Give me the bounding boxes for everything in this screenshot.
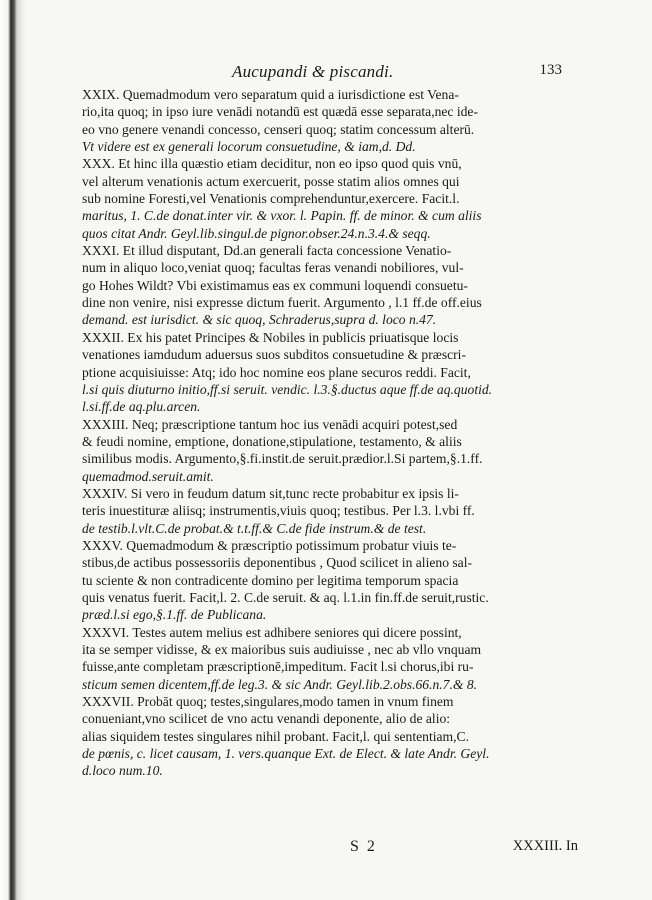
page-footer <box>82 838 578 858</box>
text-line: Vt videre est ex generali locorum consuetudine, & iam,d. Dd. <box>82 139 416 155</box>
text-line: XXXVI. Testes autem melius est adhibere seniores qui dicere possint, <box>82 624 462 640</box>
text-line: sub nomine Foresti,vel Venationis comprehenduntur,exercere. Facit.l. <box>82 191 460 207</box>
text-line: quos citat Andr. Geyl.lib.singul.de pignor.obser.24.n.3.4.& seqq. <box>82 225 431 241</box>
text-line: de testib.l.vlt.C.de probat.& t.t.ff.& C.de fide instrum.& de test. <box>82 520 427 536</box>
page-header <box>232 62 562 84</box>
text-line: demand. est iurisdict. & sic quoq, Schraderus,supra d. loco n.47. <box>82 312 437 328</box>
text-line: ita se semper vidisse, & ex maioribus suis audiuisse , nec ab vllo vnquam <box>82 642 482 657</box>
text-line: d.loco num.10. <box>82 763 163 779</box>
text-line: l.si quis diuturno initio,ff.si seruit. vendic. l.3.§.ductus aque ff.de aq.quotid. <box>82 381 493 397</box>
text-line: XXXIII. Neq; præscriptione tantum hoc ius venādi acquiri potest,sed <box>82 416 458 432</box>
text-line: XXXII. Ex his patet Principes & Nobiles in publicis priuatisque locis <box>82 329 459 345</box>
running-title: Aucupandi & piscandi. <box>232 62 394 81</box>
text-line: similibus modis. Argumento,§.fi.instit.de seruit.prædior.l.Si partem,§.1.ff. <box>82 451 483 467</box>
text-line: XXIX. Quemadmodum vero separatum quid a iurisdictione est Vena- <box>82 87 459 102</box>
text-line: alias siquidem testes singulares nihil probant. Facit,l. qui sententiam,C. <box>82 728 469 744</box>
text-line: fuisse,ante completam præscriptionē,impeditum. Facit l.si chorus,ibi ru- <box>82 659 474 675</box>
text-line: rio,ita quoq; in ipso iure venādi notandū est quædā esse separata,nec ide- <box>82 104 478 120</box>
text-line: sticum semen dicentem,ff.de leg.3. & sic Andr. Geyl.lib.2.obs.66.n.7.& 8. <box>82 676 478 692</box>
text-line: conueniant,vno scilicet de vno actu venandi deponente, alio de alio: <box>82 711 451 727</box>
text-line: l.si.ff.de aq.plu.arcen. <box>82 399 201 415</box>
text-line: XXXI. Et illud disputant, Dd.an generali facta concessione Venatio- <box>82 243 452 259</box>
text-line: quemadmod.seruit.amit. <box>82 468 214 484</box>
text-line: venationes iamdudum aduersus suos subditos consuetudine & præscri- <box>82 347 466 363</box>
signature-mark: S 2 <box>350 838 377 855</box>
catchword: XXXIII. In <box>512 838 578 854</box>
text-line: de pœnis, c. licet causam, 1. vers.quanque Ext. de Elect. & late Andr. Geyl. <box>82 746 490 762</box>
text-line: XXXIV. Si vero in feudum datum sit,tunc recte probabitur ex ipsis li- <box>82 485 459 501</box>
text-line: go Hohes Wildt? Vbi existimamus eas ex communi loquendi consuetu- <box>82 277 468 293</box>
text-line: vel alterum venationis actum exercuerit, posse statim alios omnes qui <box>82 173 460 189</box>
text-line: teris inuestituræ aliisq; instrumentis,viuis quoq; testibus. Per l.3. l.vbi ff. <box>82 503 475 519</box>
text-line: maritus, 1. C.de donat.inter vir. & vxor. l. Papin. ff. de minor. & cum aliis <box>82 208 482 224</box>
text-line: XXX. Et hinc illa quæstio etiam deciditur, non eo ipso quod quis vnū, <box>82 156 462 172</box>
text-line: quis venatus fuerit. Facit,l. 2. C.de seruit. & aq. l.1.in fin.ff.de seruit,rustic. <box>82 589 489 605</box>
text-line: præd.l.si ego,§.1.ff. de Publicana. <box>82 607 267 623</box>
text-line: dine non venire, nisi expresse dictum fuerit. Argumento , l.1 ff.de off.eius <box>82 295 482 311</box>
text-line: ptione acquisiuisse: Atq; ido hoc nomine eos plane securos reddi. Facit, <box>82 364 471 380</box>
text-line: num in aliquo loco,veniat quoq; facultas feras venandi nobiliores, vul- <box>82 260 464 276</box>
text-line: eo vno genere venandi concesso, censeri quoq; statim concessum alterū. <box>82 121 475 137</box>
page-number: 133 <box>539 62 562 78</box>
text-line: tu sciente & non contradicente domino per legitima temporum spacia <box>82 572 459 588</box>
text-line: XXXVII. Probāt quoq; testes,singulares,modo tamen in vnum finem <box>82 694 454 710</box>
body-text <box>82 86 578 780</box>
binding-gutter <box>0 0 26 900</box>
text-line: & feudi nomine, emptione, donatione,stipulatione, testamento, & aliis <box>82 433 462 449</box>
text-line: stibus,de actibus possessoriis deponentibus , Quod scilicet in alieno sal- <box>82 555 473 571</box>
text-line: XXXV. Quemadmodum & præscriptio potissimum probatur viuis te- <box>82 537 457 553</box>
